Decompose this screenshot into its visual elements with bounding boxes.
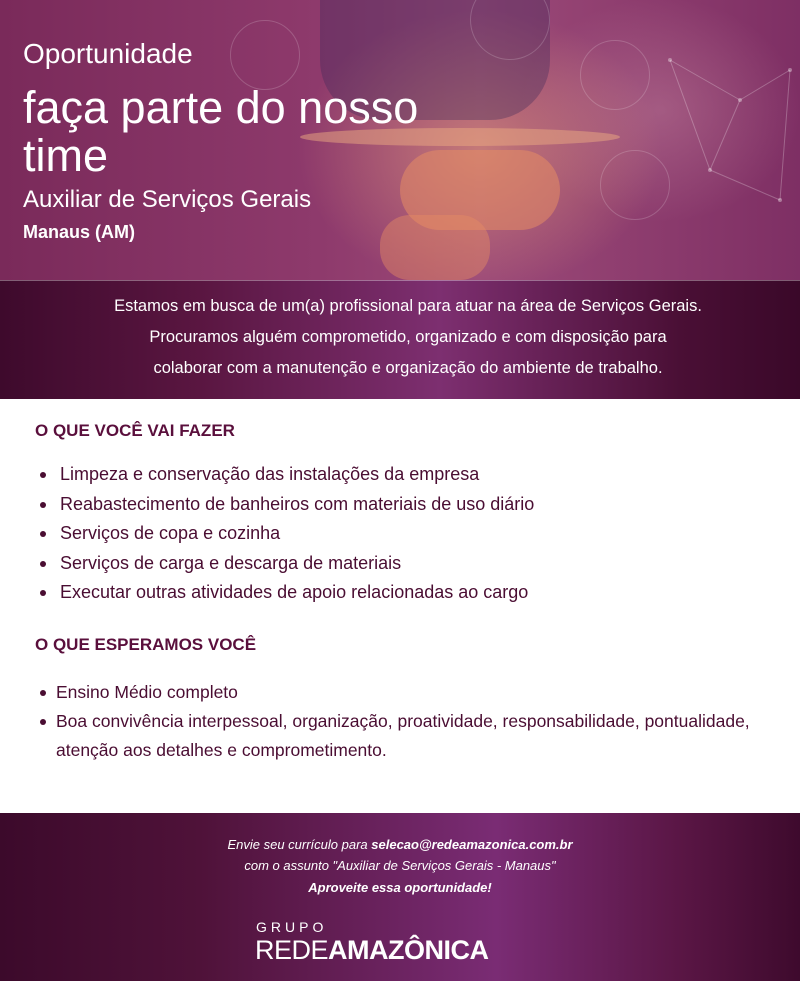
requirements-title: O QUE ESPERAMOS VOCÊ [35, 635, 257, 654]
hero-banner [0, 0, 800, 280]
list-item: Reabastecimento de banheiros com materiais de uso diário [38, 490, 534, 520]
duties-title: O QUE VOCÊ VAI FAZER [35, 421, 235, 440]
list-item: Limpeza e conservação das instalações da empresa [38, 460, 534, 490]
logo-rede: REDE [255, 935, 329, 965]
washing-machine-icon [230, 20, 300, 90]
requirements-list [38, 678, 758, 765]
duties-list [38, 460, 534, 608]
list-item: Ensino Médio completo [38, 678, 758, 707]
list-item: Boa convivência interpessoal, organização, proatividade, responsabilidade, pontualidade, atenção aos detalhes e comprometimento. [38, 707, 758, 765]
send-instructions [0, 837, 800, 852]
intro-line: colaborar com a manutenção e organização do ambiente de trabalho. [153, 359, 663, 377]
hand-shape [380, 215, 490, 280]
logo-amazonica: AMAZÔNICA [328, 935, 489, 965]
intro-line: Estamos em busca de um(a) profissional para atuar na área de Serviços Gerais. [114, 297, 702, 315]
list-item: Serviços de carga e descarga de materiais [38, 549, 534, 579]
send-prefix: Envie seu currículo para [227, 837, 372, 852]
logo-grupo-text: GRUPO [256, 919, 328, 935]
intro-line: Procuramos alguém comprometido, organizado e com disposição para [149, 328, 667, 346]
list-item: Serviços de copa e cozinha [38, 519, 534, 549]
list-item: Executar outras atividades de apoio relacionadas ao cargo [38, 578, 534, 608]
eyebrow-text: Oportunidade [23, 38, 193, 69]
job-role: Auxiliar de Serviços Gerais [23, 186, 312, 213]
intro-band [0, 280, 800, 399]
job-location: Manaus (AM) [23, 222, 135, 242]
email-subject: com o assunto "Auxiliar de Serviços Gerais - Manaus" [244, 858, 556, 873]
call-to-action: Aproveite essa oportunidade! [308, 880, 492, 895]
glove-icon [580, 40, 650, 110]
logo [255, 935, 489, 966]
footer [0, 813, 800, 981]
headline: faça parte do nosso time [23, 82, 419, 181]
email-link[interactable]: selecao@redeamazonica.com.br [371, 837, 573, 852]
network-lines-icon [650, 30, 800, 230]
